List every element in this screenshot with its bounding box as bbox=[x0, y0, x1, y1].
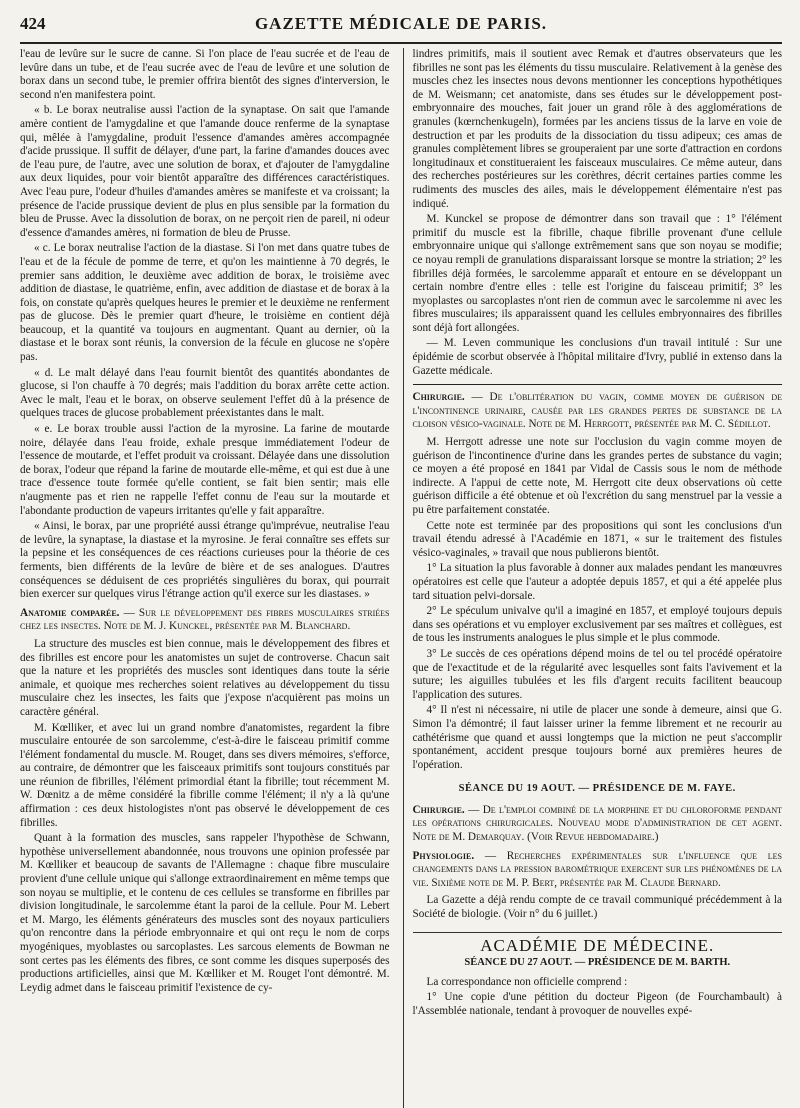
paragraph: « c. Le borax neutralise l'action de la diastase. Si l'on met dans quatre tubes de l'eau et de la fécule de pomme de terre, et qu'on les maintienne à 70 degrés, le premier sans addition, le deuxième avec addition de borax, le troisième avec addition de diastase, le quatrième, enfin, avec addition de diastase et de borax à la fois, on constate qu'après quelques heures le premier et le deuxième ne renferment pas de glucose. Dès le premier quart d'heure, le troisième en contient déjà beaucoup, et la quantité va toujours en augmentant. Quant au dernier, où la diastase et le borax sont réunis, la conversion de la fécule en glucose ne s'opère pas. bbox=[20, 242, 390, 364]
section-heading bbox=[20, 607, 390, 634]
page-header bbox=[20, 14, 782, 44]
section-label: Anatomie comparée. bbox=[20, 606, 120, 619]
session-heading: SÉANCE DU 19 AOUT. — PRÉSIDENCE DE M. FAYE. bbox=[458, 783, 736, 795]
section-label: Chirurgie. bbox=[412, 803, 465, 816]
page-number: 424 bbox=[20, 14, 46, 33]
section-heading bbox=[413, 391, 783, 432]
paragraph: Quant à la formation des muscles, sans rappeler l'hypothèse de Schwann, hypothèse universellement abandonnée, nous trouvons une opinion professée par M. Kœlliker et beaucoup de savants de l'Allemagne : chaque fibre musculaire provient d'une cellule unique qui s'allonge extraordinairement en même temps que son noyau se multiplie, et le contenu de ces cellules se transforme en fibrilles par division longitudinale, le sarcolemme étant la paroi de la cellule. Pour M. Lebert et M. Margo, les éléments générateurs des muscles sont des noyaux particuliers qu'on rencontre dans la période embryonnaire et qui ont reçu le nom de corps myogéniques, myoblastes ou sarcoplastes. Les sarcous elements de Bowman ne sont certes pas les éléments des fibres, ce sont comme les disques superposés des productions artificielles, ainsi que M. Kœlliker et M. Rouget l'ont démontré. M. Leydig admet dans le faisceau primitif l'existence de cy- bbox=[20, 832, 390, 994]
running-title: GAZETTE MÉDICALE DE PARIS. bbox=[254, 14, 548, 33]
paragraph: M. Kœlliker, et avec lui un grand nombre d'anatomistes, regardent la fibre musculaire entourée de son sarcolemme, c'est-à-dire le faisceau primitif comme l'élément fondamental du muscle. M. Rouget, dans ses divers mémoires, s'efforce, au contraire, de démontrer que les faisceaux primitifs sont toujours constitués par une réunion de fibrilles, l'élément primordial étant la fibrille; tout récemment M. W. Dœnitz a de même considéré la fibrille comme l'élément; il n'y a là qu'une affirmation : ces deux histologistes n'ont pas observé le développement de ces fibrilles. bbox=[20, 721, 390, 829]
paragraph: La structure des muscles est bien connue, mais le développement des fibres et des fibrilles est encore pour les anatomistes un sujet de controverse. Chacun sait que la nature et les propriétés des muscles sont identiques dans toute la série animale, et quoique mes recherches soient relatives au développement du tissu musculaire chez les insectes, les faits que j'expose n'acquièrent pas moins un caractère général. bbox=[20, 637, 390, 718]
paragraph: 3° Le succès de ces opérations dépend moins de tel ou tel procédé opératoire que de l'exactitude et de la régularité avec lesquelles sont faits l'avivement et la suture; les aiguilles tubulées et les fils d'argent recuits facilitent beaucoup l'application des sutures. bbox=[412, 647, 782, 701]
section-heading bbox=[413, 850, 783, 891]
columns bbox=[20, 48, 782, 1108]
paragraph: La correspondance non officielle comprend : bbox=[426, 975, 628, 988]
paragraph: lindres primitifs, mais il soutient avec Remak et d'autres observateurs que les fibrilles ne sont pas les éléments du tissu musculaire. Relativement à la genèse des muscles chez les insectes nous devons mentionner les conceptions hypothétiques de M. Weismann; cet anatomiste, dans ses études sur le développement post-embryonnaire des mouches, fait jouer un grand rôle à des agglomérations de granules (kœrnchenkugeln), formées par les anciens tissus de la larve en voie de destruction et par les produits de la dissociation du tissu adipeux; ces amas de granules complètement libres se grouperaient par une sorte d'attraction en cordons longitudinaux et constitueraient les faisceaux musculaires. Ce même auteur, dans des recherches postérieures sur les corèthres, décrit certaines parties comme les rudiments des muscles des ailes, mais le développement élémentaire n'est pas indiqué. bbox=[412, 48, 782, 210]
paragraph: Cette note est terminée par des propositions qui sont les conclusions d'un travail étendu adressé à l'Académie en 1871, « sur le traitement des fistules vésico-vaginales, » travail que nous publierons bientôt. bbox=[412, 519, 782, 559]
section-subject: — Recherches expérimentales sur l'influence que les changements dans la pression barométrique exercent sur les phénomènes de la vie. Sixième note de M. P. Bert, présentée par M. Claude Bernard. bbox=[412, 849, 782, 889]
divider bbox=[413, 932, 783, 933]
paragraph: « e. Le borax trouble aussi l'action de la myrosine. La farine de moutarde noire, délayée dans l'eau froide, exhale presque immédiatement l'odeur de l'essence de moutarde, et l'effet produit va croissant. Délayée dans une dissolution de borax, l'odeur que répand la farine de moutarde elle-même, et qui est due à une trace d'essence toute formée qu'elle contient, se fait bien sentir; mais elle n'augmente pas et rien ne rappelle l'effet connu de l'eau sur la moutarde et l'abondante production de vapeurs irritantes qu'elle y fait apparaître. bbox=[20, 423, 390, 517]
section-subject: — De l'emploi combiné de la morphine et du chloroforme pendant les opérations chirurgicales. Nouveau mode d'administration de cet agent. Note de M. Demarquay. (Voir Revue hebdomadaire.) bbox=[412, 803, 782, 844]
column-rule bbox=[403, 48, 404, 1108]
paragraph: — M. Leven communique les conclusions d'un travail intitulé : Sur une épidémie de scorbut observée à l'hôpital militaire d'Ivry, publié in extenso dans la Gazette médicale. bbox=[412, 337, 782, 377]
section-label: Physiologie. bbox=[412, 849, 475, 862]
paragraph: « b. Le borax neutralise aussi l'action de la synaptase. On sait que l'amande amère contient de l'amygdaline et que l'amande douce renferme de la synaptase qui, mêlée à l'amygdaline, produit l'essence d'amandes amères accompagnée d'acide prussique. Il suffit de délayer, d'une part, la farine d'amandes douces avec de l'eau pure, de l'autre, avec une solution de borax, et d'ajouter de l'amygdaline aux deux liquides, pour voir bientôt apparaître des différences caractéristiques. Avec l'eau pure, l'odeur d'huiles d'amandes amères se manifeste et va croissant; la présence de l'acide prussique devient de plus en plus sensible par la formation du bleu de Prusse. Avec la dissolution de borax, on ne perçoit rien de pareil, ni odeur d'essence d'amandes amères, ni formation de bleu de Prusse. bbox=[20, 104, 390, 239]
paragraph: 4° Il n'est ni nécessaire, ni utile de placer une sonde à demeure, ainsi que G. Simon l'a démontré; il faut laisser uriner la femme librement et ne recourir au cathétérisme que quand et aussi longtemps que la miction ne peut s'accomplir spontanément, accident presque toujours borné aux premières heures de l'opération. bbox=[412, 704, 782, 771]
left-column bbox=[20, 48, 397, 1108]
section-heading bbox=[413, 804, 783, 845]
paragraph: 1° Une copie d'une pétition du docteur Pigeon (de Fourchambault) à l'Assemblée nationale, tendant à provoquer de nouvelles expé- bbox=[412, 991, 782, 1017]
paragraph: 1° La situation la plus favorable à donner aux malades pendant les manœuvres opératoires est celle que l'auteur a adoptée depuis 1857, et qui a été appelée plus tard situation pelvi-dorsale. bbox=[412, 562, 782, 602]
section-label: Chirurgie. bbox=[412, 391, 465, 404]
paragraph: « Ainsi, le borax, par une propriété aussi étrange qu'imprévue, neutralise l'eau de levûre, la synaptase, la diastase et la myrosine. Je ferai connaître ses effets sur la pepsine et les conséquences de ces réactions curieuses pour la théorie de ces ferments, bien différents de la levûre de bière et de ses analogues. D'autres conséquences se déduisent de ces propriétés singulières du borax, qui pourrait bien exercer sur quelques virus l'étrange action qu'il exerce sur les diastases. » bbox=[20, 520, 390, 601]
paragraph: La Gazette a déjà rendu compte de ce travail communiqué précédemment à la Société de biologie. (Voir n° du 6 juillet.) bbox=[412, 894, 782, 921]
paragraph: M. Herrgott adresse une note sur l'occlusion du vagin comme moyen de guérison de l'incontinence d'urine dans les grandes pertes de substance du vagin; ce moyen a été proposé en 1841 par Vidal de Cassis sous le nom de méthode indirecte. A l'appui de cette note, M. Herrgott cite deux observations où cette guérison difficile a été obtenue et où l'excrétion du sang menstruel par la vessie a pu être parfaitement constatée. bbox=[412, 436, 782, 516]
session-heading: SÉANCE DU 27 AOUT. — PRÉSIDENCE DE M. BARTH. bbox=[464, 957, 731, 969]
section-subject: — Sur le développement des fibres musculaires striées chez les insectes. Note de M. J. Kunckel, présentée par M. Blanchard. bbox=[20, 606, 390, 633]
paragraph: 2° Le spéculum univalve qu'il a imaginé en 1857, et employé toujours depuis dans ses opérations et vu employer exclusivement par ses maîtres et collègues, est de tous les instruments analogues le plus simple et le plus commode. bbox=[412, 605, 782, 645]
right-column bbox=[410, 48, 783, 1108]
paragraph: « d. Le malt délayé dans l'eau fournit bientôt des quantités abondantes de glucose, si l'on chauffe à 70 degrés; mais l'addition du borax arrête cette action. Avec le malt, l'eau et le borax, on observe seulement l'effet dû à la présence de quelques traces de glucose probablement préexistantes dans le malt. bbox=[20, 366, 390, 420]
divider bbox=[413, 384, 783, 385]
paragraph: M. Kunckel se propose de démontrer dans son travail que : 1° l'élément primitif du muscle est la fibrille, chaque fibrille provenant d'une cellule embryonnaire unique qui s'allonge extrêmement sans que son noyau se modifie; ce noyau rempli de granulations disparaissant lorsque se montre la striation; 2° les fibrilles déjà formées, le sarcolemme apparaît et entoure en se développant un certain nombre d'entre elles : telle est l'origine du faisceau primitif; 3° les myoplastes ou sarcoplastes n'ont rien de commun avec le sarcolemme ni avec les fibres musculaires; ils apparaissent quand les cellules embryonnaires des fibrilles sont déjà fort allongées. bbox=[412, 213, 782, 334]
section-subject: — De l'oblitération du vagin, comme moyen de guérison de l'incontinence urinaire, causée par les grandes pertes de substance de la cloison vésico-vaginale. Note de M. Herrgott, présentée par M. C. Sédillot. bbox=[412, 391, 782, 431]
paragraph: l'eau de levûre sur le sucre de canne. Si l'on place de l'eau sucrée et de l'eau de levûre dans un tube, et de l'eau sucrée avec de l'eau de levûre et une solution de borax dans un second tube, le premier offrira bientôt des signes d'interversion, le second n'en manifestera point. bbox=[20, 48, 390, 101]
section-title: ACADÉMIE DE MÉDECINE. bbox=[480, 935, 715, 955]
